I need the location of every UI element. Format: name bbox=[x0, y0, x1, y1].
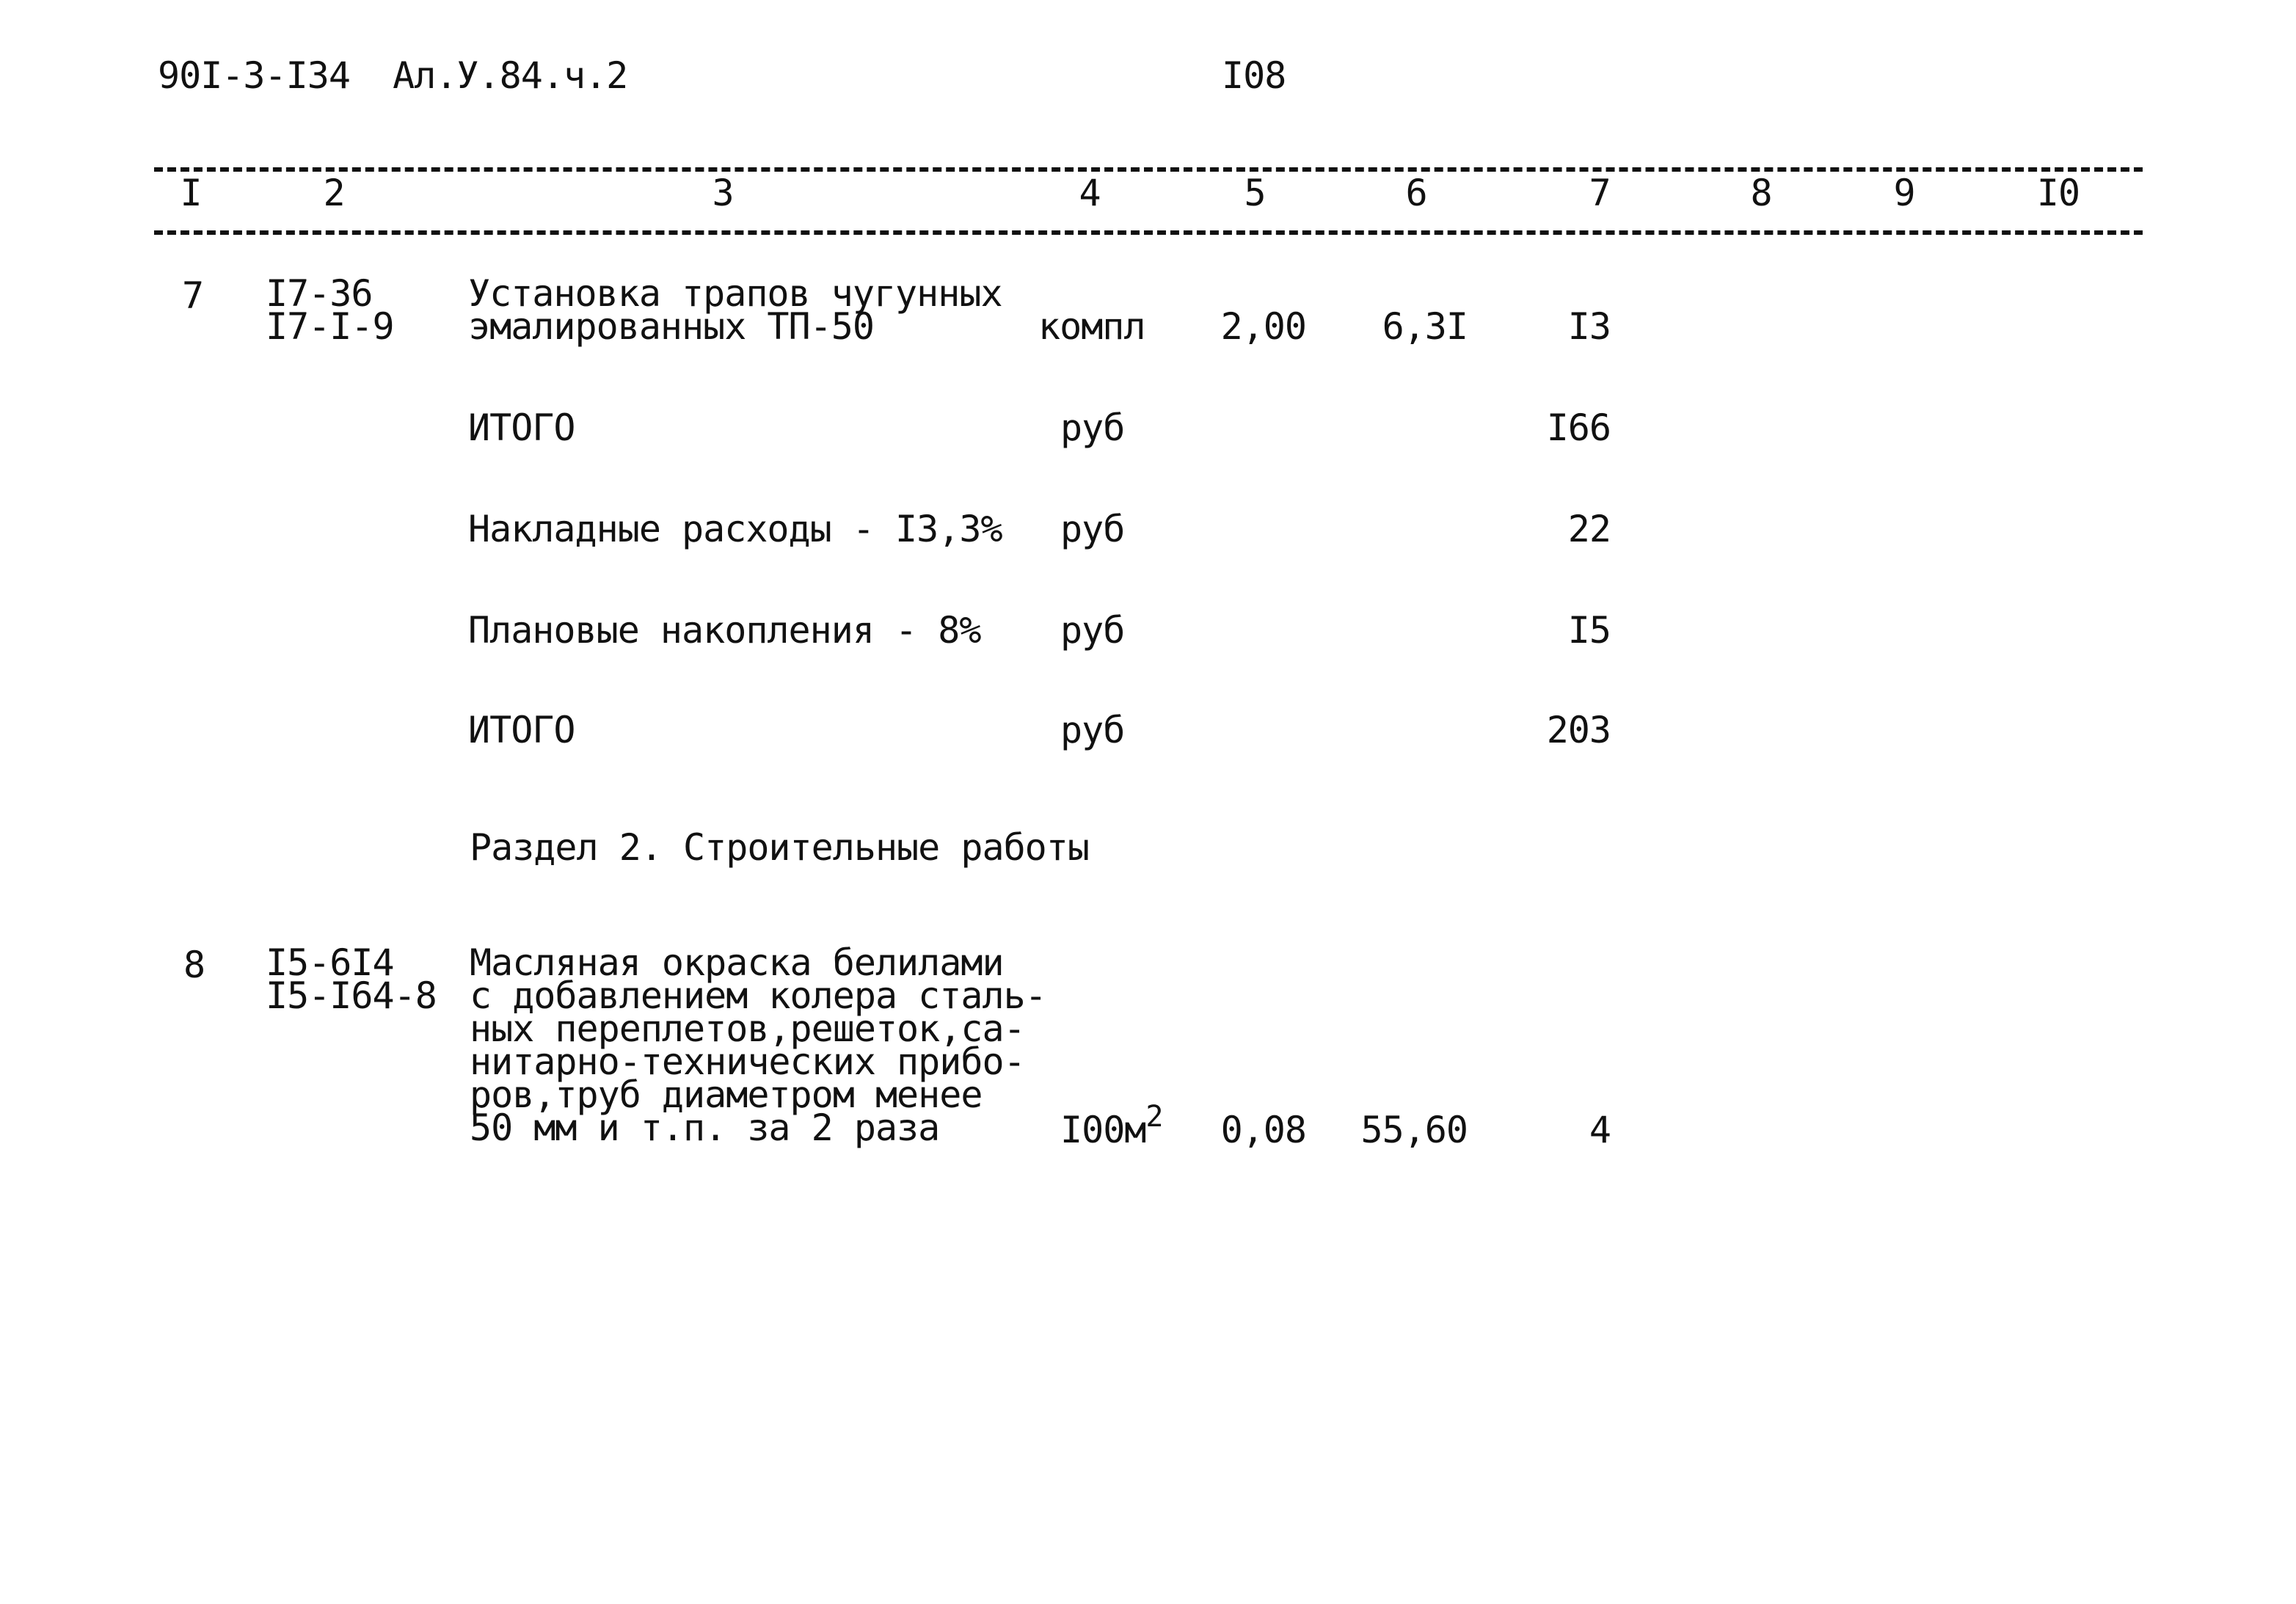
overhead-unit: руб bbox=[1060, 508, 1125, 550]
column-header-8: 8 bbox=[1750, 172, 1772, 214]
header-rule-top bbox=[154, 167, 2143, 172]
row-unit bbox=[1060, 1100, 1163, 1151]
summary-total: I66 bbox=[1546, 407, 1611, 449]
column-header-2: 2 bbox=[323, 172, 345, 214]
unit-base: I00м bbox=[1060, 1109, 1146, 1151]
unit-exponent: 2 bbox=[1145, 1100, 1163, 1134]
row-number: 7 bbox=[182, 274, 204, 317]
row-unit-price: 6,3I bbox=[1382, 305, 1468, 348]
column-header-10: I0 bbox=[2036, 172, 2080, 214]
row-description: Установка трапов чугунных эмалированных ТП-50 bbox=[468, 272, 1002, 348]
planned-savings-total: I5 bbox=[1567, 609, 1611, 652]
row-unit-price: 55,60 bbox=[1360, 1109, 1468, 1151]
overhead-total: 22 bbox=[1567, 508, 1611, 550]
planned-savings-label: Плановые накопления - 8% bbox=[468, 609, 981, 652]
column-header-5: 5 bbox=[1244, 172, 1266, 214]
page-number: I08 bbox=[1222, 54, 1286, 97]
summary-unit: руб bbox=[1060, 407, 1125, 449]
row-total: 4 bbox=[1589, 1109, 1611, 1151]
overhead-label: Накладные расходы - I3,3% bbox=[468, 508, 1002, 550]
column-header-1: I bbox=[180, 172, 202, 214]
summary-label: ИТОГО bbox=[468, 407, 575, 449]
planned-savings-unit: руб bbox=[1060, 609, 1125, 652]
row-quantity: 0,08 bbox=[1220, 1109, 1306, 1151]
grand-total-value: 203 bbox=[1546, 709, 1611, 751]
section-title: Раздел 2. Строительные работы bbox=[470, 826, 1089, 869]
column-header-7: 7 bbox=[1589, 172, 1611, 214]
row-total: I3 bbox=[1567, 305, 1611, 348]
column-header-3: 3 bbox=[712, 172, 734, 214]
grand-total-label: ИТОГО bbox=[468, 709, 575, 751]
column-header-9: 9 bbox=[1893, 172, 1915, 214]
row-code: I7-36 I7-I-9 bbox=[266, 272, 394, 348]
row-code: I5-6I4 I5-I64-8 bbox=[266, 941, 437, 1017]
row-quantity: 2,00 bbox=[1220, 305, 1306, 348]
row-number: 8 bbox=[183, 944, 205, 986]
grand-total-unit: руб bbox=[1060, 709, 1125, 751]
column-header-4: 4 bbox=[1079, 172, 1101, 214]
row-description: Масляная окраска белилами с добавлением колера сталь- ных переплетов,решеток,са- нитарно-технических прибо- ров,труб диаметром менее 50 мм и т.п. за 2 раза bbox=[470, 941, 1046, 1149]
column-header-6: 6 bbox=[1405, 172, 1427, 214]
document-code: 90I-3-I34 Ал.У.84.ч.2 bbox=[158, 54, 628, 97]
header-rule-bottom bbox=[154, 230, 2143, 235]
row-unit: компл bbox=[1038, 305, 1145, 348]
